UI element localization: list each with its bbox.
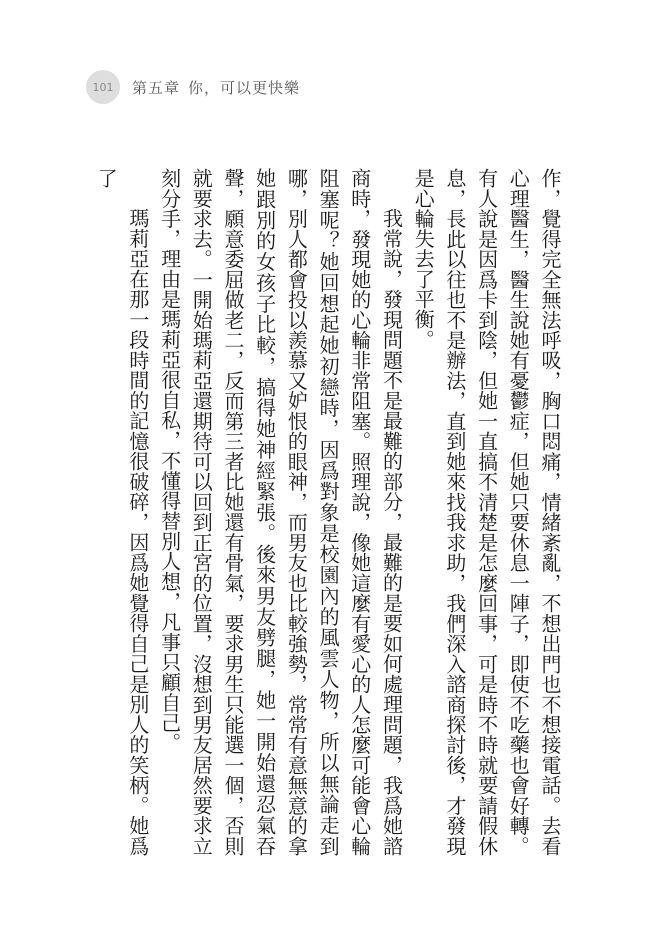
chapter-title: 你，可以更快樂 bbox=[188, 78, 301, 97]
vertical-body-text bbox=[89, 168, 565, 856]
paragraph: 瑪莉亞在那一段時間的記憶很破碎，因爲她覺得自己是別人的笑柄。她爲了 bbox=[94, 168, 150, 856]
paragraph: 我常說，發現問題不是最難的部分，最難的是要如何處理問題，我爲她諮商時，發現她的心輪非常阻塞。照理說，像她這麼有愛心的人怎麼可能會心輪阻塞呢？她回想起她初戀時，因爲對象是校園內的風雲人物，所以無論走到哪，別人都會投以羨慕又妒恨的眼神，而男友也比較強勢，常常有意無意的拿她跟別的女孩子比較，搞得她神經緊張。後來男友劈腿，她一開始還忍氣吞聲，願意委屈做老二，反而第三者比她還有骨氣，要求男生只能選一個，否則就要求去。一開始瑪莉亞還期待可以回到正宮的位置，沒想到男友居然要求立刻分手，理由是瑪莉亞很自私，不懂得替別人想，凡事只顧自己。 bbox=[157, 168, 404, 856]
paragraph-continued: 作，覺得完全無法呼吸，胸口悶痛，情緒紊亂，不想出門也不想接電話。去看心理醫生，醫生說她有憂鬱症，但她只要休息一陣子，即使不吃藥也會好轉。有人說是因爲卡到陰，但她一直搞不清楚是怎麼回事，可是時不時就要請假休息，長此以往也不是辦法，直到她來找我求助，我們深入諮商探討後，才發現是心輪失去了平衡。 bbox=[411, 168, 562, 856]
page-number-badge: 101 bbox=[86, 70, 120, 104]
chapter-heading bbox=[132, 77, 300, 98]
chapter-label: 第五章 bbox=[132, 78, 181, 97]
running-header bbox=[86, 70, 300, 104]
